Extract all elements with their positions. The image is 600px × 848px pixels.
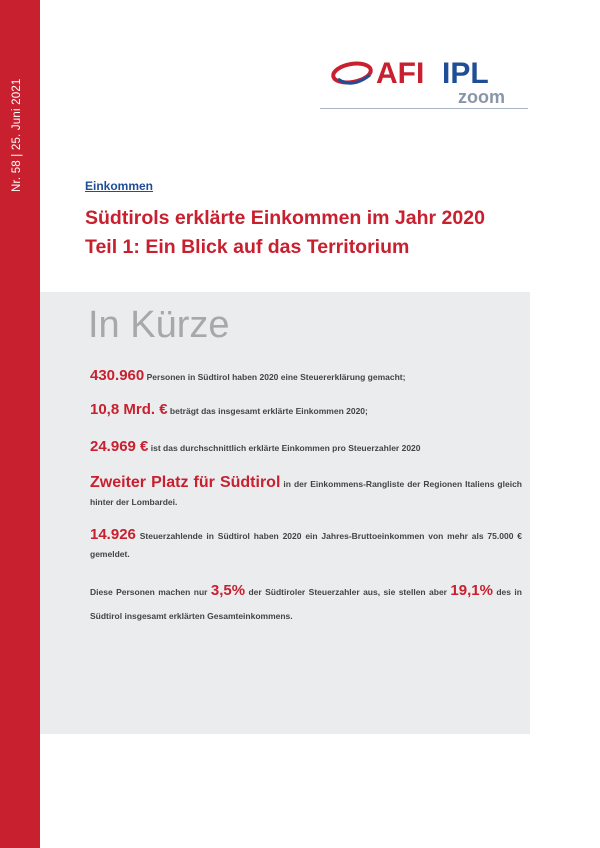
item-text-middle: der Südtiroler Steuerzahler aus, sie stellen aber (248, 587, 447, 597)
summary-item (90, 579, 522, 628)
highlight-value: 3,5% (210, 582, 246, 599)
summary-heading: In Kürze (88, 304, 230, 346)
highlight-value: 10,8 Mrd. € (90, 401, 168, 418)
summary-item (90, 438, 522, 457)
item-text: ist das durchschnittlich erklärte Einkommen pro Steuerzahler 2020 (150, 443, 421, 453)
logo-text-zoom: zoom (458, 87, 505, 107)
logo-text-afi: AFI (376, 57, 425, 90)
summary-item (90, 367, 522, 386)
summary-item (90, 401, 522, 420)
highlight-value: 14.926 (90, 526, 136, 543)
item-text: Personen in Südtirol haben 2020 eine Steuererklärung gemacht; (146, 372, 406, 382)
highlight-value-2: 19,1% (450, 582, 493, 599)
item-text-before: Diese Personen machen nur (90, 587, 208, 597)
category-label[interactable]: Einkommen (85, 179, 154, 193)
afi-ipl-zoom-logo (330, 55, 530, 111)
title-line-1: Südtirols erklärte Einkommen im Jahr 2020 (85, 207, 485, 229)
item-text: in der Einkommens-Rangliste der Regionen Italiens gleich hinter der Lombardei. (90, 479, 522, 507)
summary-item (90, 526, 522, 563)
sidebar (0, 0, 40, 848)
highlight-value: 430.960 (90, 367, 145, 384)
summary-box (40, 292, 530, 734)
logo-divider (320, 108, 528, 109)
item-text-after: des in Südtirol insgesamt erklärten Gesamteinkommens. (90, 587, 522, 621)
page-title (85, 204, 485, 262)
summary-item (90, 474, 522, 511)
issue-date: Nr. 58 | 25. Juni 2021 (11, 78, 23, 192)
title-line-2: Teil 1: Ein Blick auf das Territorium (85, 236, 410, 258)
item-text: Steuerzahlende in Südtirol haben 2020 ein Jahres-Bruttoeinkommen von mehr als 75.000 € gemeldet. (90, 531, 522, 559)
item-text: beträgt das insgesamt erklärte Einkommen 2020; (169, 406, 368, 416)
highlight-value: 24.969 € (90, 438, 149, 455)
logo-text-ipl: IPL (442, 57, 489, 90)
highlight-value: Zweiter Platz für Südtirol (90, 474, 281, 491)
